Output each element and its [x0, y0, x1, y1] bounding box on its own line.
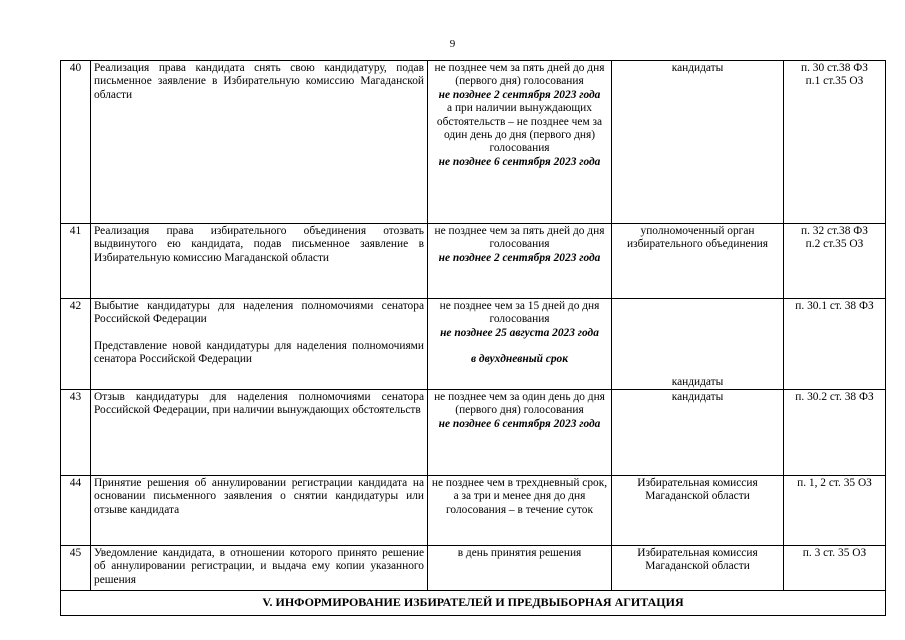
deadline-text: в день принятия решения — [428, 546, 612, 591]
deadline-text: не позднее чем за пять дней до дня (первого дня) голосования — [434, 62, 605, 88]
responsible-party: кандидаты — [612, 61, 784, 224]
event-description — [91, 299, 428, 390]
row-number: 42 — [61, 299, 91, 390]
row-number: 43 — [61, 390, 91, 476]
table-row — [61, 299, 886, 390]
event-description: Отзыв кандидатуры для наделения полномочиями сенатора Российской Федерации, при наличии вынуждающих обстоятельств — [91, 390, 428, 476]
row-number: 41 — [61, 224, 91, 299]
deadline-cell — [428, 224, 612, 299]
deadline-date: не позднее 6 сентября 2023 года — [438, 155, 601, 168]
deadline-date: не позднее 25 августа 2023 года — [440, 326, 599, 339]
deadline-date: не позднее 6 сентября 2023 года — [438, 417, 601, 430]
deadline-cell — [428, 390, 612, 476]
legal-reference: п. 1, 2 ст. 35 ОЗ — [784, 476, 886, 546]
deadline-text: а при наличии вынуждающих обстоятельств – не позднее чем за один день до дня (первого дня) голосования — [436, 102, 603, 155]
event-description-part: Выбытие кандидатуры для наделения полномочиями сенатора Российской Федерации — [94, 300, 424, 326]
legal-reference — [784, 224, 886, 299]
deadline-text: не позднее чем за пять дней до дня голосования — [434, 225, 605, 251]
row-number: 44 — [61, 476, 91, 546]
deadline-cell — [428, 61, 612, 224]
responsible-party: уполномоченный орган избирательного объединения — [612, 224, 784, 299]
event-description: Реализация права кандидата снять свою кандидатуру, подав письменное заявление в Избирательную комиссию Магаданской области — [91, 61, 428, 224]
section-heading: V. ИНФОРМИРОВАНИЕ ИЗБИРАТЕЛЕЙ И ПРЕДВЫБОРНАЯ АГИТАЦИЯ — [61, 591, 886, 616]
deadline-cell — [428, 299, 612, 390]
event-description: Реализация права избирательного объединения отозвать выдвинутого ею кандидата, подав письменное заявление в Избирательную комиссию Магаданской области — [91, 224, 428, 299]
legal-reference: п. 3 ст. 35 ОЗ — [784, 546, 886, 591]
law-reference: п.1 ст.35 ОЗ — [805, 75, 864, 88]
table-row — [61, 61, 886, 224]
deadline-date: в двухдневный срок — [470, 353, 569, 366]
row-number: 40 — [61, 61, 91, 224]
event-description: Уведомление кандидата, в отношении которого принято решение об аннулировании регистрации, и выдача ему копии указанного решения — [91, 546, 428, 591]
table-row — [61, 476, 886, 546]
law-reference: п.2 ст.35 ОЗ — [805, 238, 864, 251]
law-reference: п. 30 ст.38 ФЗ — [801, 62, 868, 74]
deadline-date: не позднее 2 сентября 2023 года — [438, 251, 601, 264]
deadline-text: не позднее чем за 15 дней до дня голосования — [439, 300, 600, 326]
deadline-text: не позднее чем в трехдневный срок, а за три и менее дня до дня голосования – в течение суток — [428, 476, 612, 546]
table-row — [61, 546, 886, 591]
deadline-text: не позднее чем за один день до дня (первого дня) голосования — [434, 391, 605, 417]
responsible-party: кандидаты — [612, 299, 784, 390]
section-heading-row — [61, 591, 886, 616]
event-description-part: Представление новой кандидатуры для наделения полномочиями сенатора Российской Федерации — [94, 339, 424, 366]
event-description: Принятие решения об аннулировании регистрации кандидата на основании письменного заявления о снятии кандидатуры или отзыве кандидата — [91, 476, 428, 546]
table-row — [61, 390, 886, 476]
responsible-party: Избирательная комиссия Магаданской области — [612, 476, 784, 546]
legal-reference: п. 30.1 ст. 38 ФЗ — [784, 299, 886, 390]
responsible-party: кандидаты — [612, 390, 784, 476]
table-row — [61, 224, 886, 299]
legal-reference — [784, 61, 886, 224]
deadline-date: не позднее 2 сентября 2023 года — [438, 88, 601, 101]
responsible-party: Избирательная комиссия Магаданской области — [612, 546, 784, 591]
law-reference: п. 32 ст.38 ФЗ — [801, 225, 868, 237]
row-number: 45 — [61, 546, 91, 591]
page-number: 9 — [449, 38, 456, 50]
legal-reference: п. 30.2 ст. 38 ФЗ — [784, 390, 886, 476]
election-schedule-table — [60, 60, 886, 616]
